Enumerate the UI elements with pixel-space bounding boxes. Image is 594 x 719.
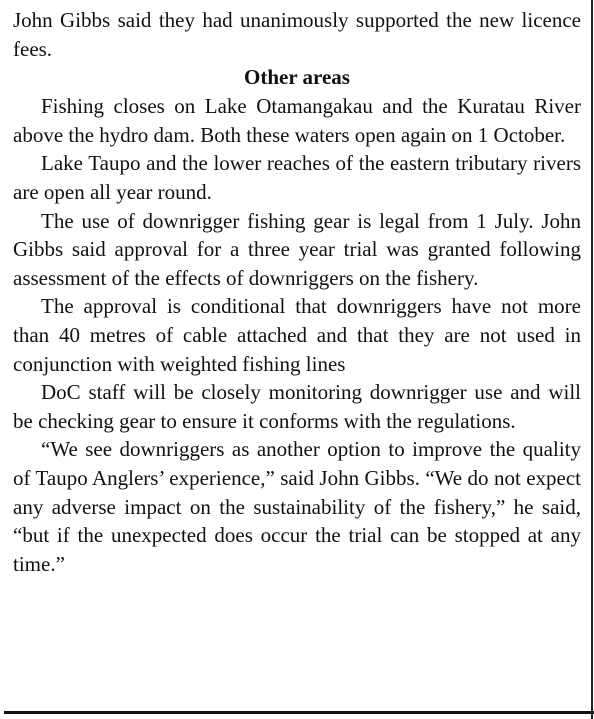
- paragraph-quote: “We see downriggers as another option to improve the quality of Taupo Anglers’ experience,” said John Gibbs. “We do not expect any adverse impact on the sustainability of the fishery,” he said, “but if the unexpected does occur the trial can be stopped at any time.”: [13, 437, 581, 576]
- lead-paragraph: John Gibbs said they had unanimously supported the new licence fees.: [13, 8, 581, 61]
- paragraph-doc-monitoring: DoC staff will be closely monitoring downrigger use and will be checking gear to ensure it conforms with the regulations.: [13, 380, 581, 433]
- bottom-rule: [4, 711, 594, 714]
- article-column: [13, 6, 581, 578]
- section-heading: Other areas: [244, 65, 350, 90]
- paragraph-approval-conditional: The approval is conditional that downriggers have not more than 40 metres of cable attached and that they are not used in conjunction with weighted fishing lines: [13, 294, 581, 376]
- paragraph-fishing-closes: Fishing closes on Lake Otamangakau and the Kuratau River above the hydro dam. Both these waters open again on 1 October.: [13, 94, 581, 147]
- paragraph-lake-taupo: Lake Taupo and the lower reaches of the eastern tributary rivers are open all year round.: [13, 151, 581, 204]
- paragraph-downrigger-legal: The use of downrigger fishing gear is legal from 1 July. John Gibbs said approval for a three year trial was granted following assessment of the effects of downriggers on the fishery.: [13, 208, 581, 290]
- right-edge-line: [591, 0, 593, 719]
